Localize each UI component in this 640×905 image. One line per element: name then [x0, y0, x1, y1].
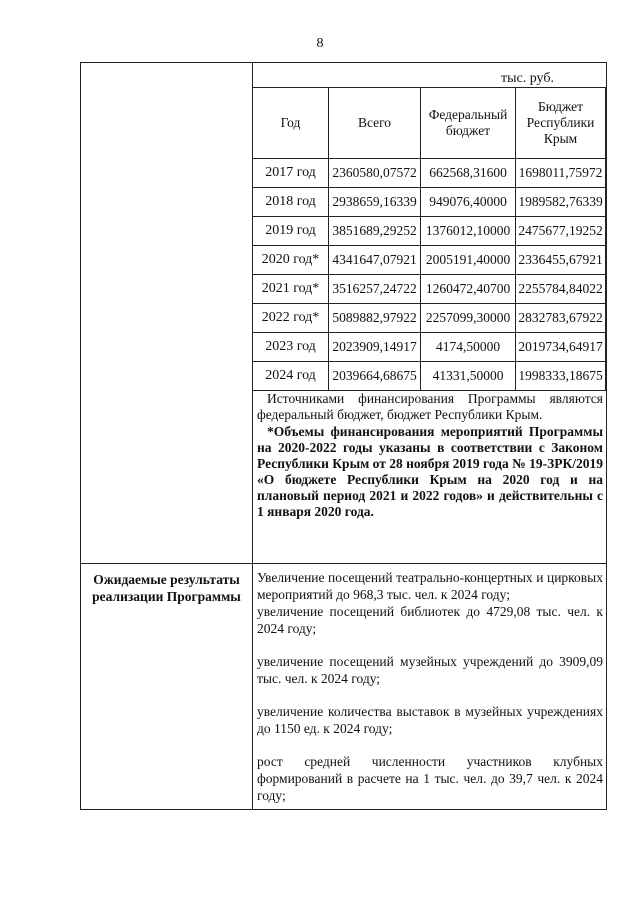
cell-federal: 1376012,10000 [421, 217, 516, 246]
cell-total: 2938659,16339 [329, 188, 421, 217]
page-number: 8 [316, 36, 324, 51]
cell-federal: 2005191,40000 [421, 246, 516, 275]
header-total: Всего [329, 88, 421, 159]
passport-table [80, 62, 607, 810]
cell-crimea: 2336455,67921 [516, 246, 606, 275]
cell-crimea: 2832783,67922 [516, 304, 606, 333]
cell-total: 3851689,29252 [329, 217, 421, 246]
cell-year: 2022 год* [253, 304, 329, 333]
table-row [253, 217, 606, 246]
cell-crimea: 1998333,18675 [516, 362, 606, 391]
table-row [253, 304, 606, 333]
financing-header-row [253, 88, 606, 159]
cell-federal: 41331,50000 [421, 362, 516, 391]
cell-federal: 4174,50000 [421, 333, 516, 362]
expected-results-list [257, 569, 603, 820]
row-divider [81, 563, 606, 564]
cell-year: 2023 год [253, 333, 329, 362]
table-row [253, 362, 606, 391]
cell-federal: 949076,40000 [421, 188, 516, 217]
list-item: увеличение количества выставок в музейных учреждениях до 1150 ед. к 2024 году; [257, 704, 603, 736]
header-year: Год [253, 88, 329, 159]
list-item: рост средней численности участников клубных формирований в расчете на 1 тыс. чел. до 39,7 чел. к 2024 году; [257, 754, 603, 803]
cell-year: 2021 год* [253, 275, 329, 304]
financing-notes [257, 391, 603, 520]
table-row [253, 333, 606, 362]
cell-total: 2039664,68675 [329, 362, 421, 391]
financing-table [252, 87, 606, 391]
table-row [253, 246, 606, 275]
cell-total: 2023909,14917 [329, 333, 421, 362]
table-row [253, 275, 606, 304]
expected-results-title: Ожидаемые результаты реализации Программы [92, 572, 241, 604]
header-federal: Федеральный бюджет [421, 88, 516, 159]
list-item: Увеличение посещений театрально-концертных и цирковых мероприятий до 968,3 тыс. чел. к 2024 году; [257, 570, 603, 602]
cell-year: 2018 год [253, 188, 329, 217]
cell-total: 5089882,97922 [329, 304, 421, 333]
cell-crimea: 1698011,75972 [516, 159, 606, 188]
cell-crimea: 2019734,64917 [516, 333, 606, 362]
cell-crimea: 1989582,76339 [516, 188, 606, 217]
cell-year: 2024 год [253, 362, 329, 391]
unit-label: тыс. руб. [501, 71, 554, 86]
cell-total: 2360580,07572 [329, 159, 421, 188]
cell-federal: 662568,31600 [421, 159, 516, 188]
cell-crimea: 2255784,84022 [516, 275, 606, 304]
list-item: увеличение посещений библиотек до 4729,08 тыс. чел. к 2024 году; [257, 604, 603, 636]
volume-note: *Объемы финансирования мероприятий Программы на 2020-2022 годы указаны в соответствии с Законом Республики Крым от 28 ноября 2019 года № 19-ЗРК/2019 «О бюджете Республики Крым на 2020 год и на плановый период 2021 и 2022 годов» и действительны с 1 января 2020 года. [257, 424, 603, 519]
cell-federal: 1260472,40700 [421, 275, 516, 304]
cell-total: 4341647,07921 [329, 246, 421, 275]
table-row [253, 159, 606, 188]
cell-total: 3516257,24722 [329, 275, 421, 304]
list-item: увеличение посещений музейных учреждений до 3909,09 тыс. чел. к 2024 году; [257, 654, 603, 686]
cell-crimea: 2475677,19252 [516, 217, 606, 246]
sources-note: Источниками финансирования Программы являются федеральный бюджет, бюджет Республики Крым. [257, 391, 603, 422]
cell-federal: 2257099,30000 [421, 304, 516, 333]
cell-year: 2017 год [253, 159, 329, 188]
cell-year: 2020 год* [253, 246, 329, 275]
cell-year: 2019 год [253, 217, 329, 246]
header-crimea: Бюджет Республики Крым [516, 88, 606, 159]
table-row [253, 188, 606, 217]
